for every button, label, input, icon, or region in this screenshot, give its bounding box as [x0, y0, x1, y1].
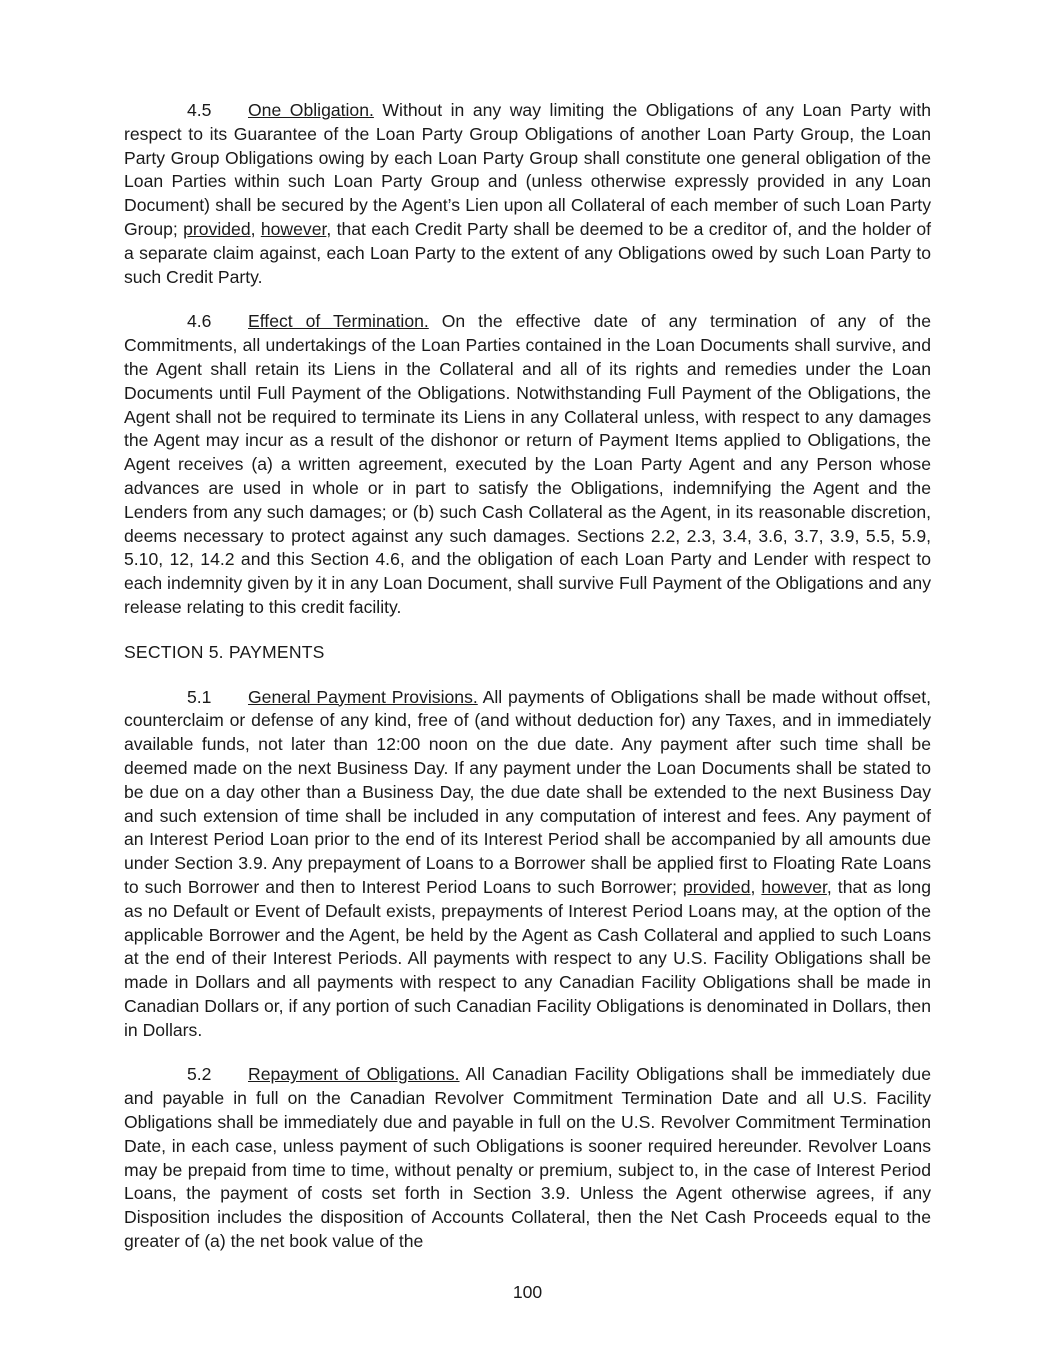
section-text-continued: , that as long as no Default or Event of Default exists, prepayments of Interest Period Loans may, at the option of the applicable Borrower and the Agent, be held by the Agent as Cash Collateral and applied to such Loans at the end of their Interest Periods. All payments with respect to any U.S. Facility Obligations shall be made in Dollars and all payments with respect to any Canadian Facility Obligations shall be made in Canadian Dollars or, if any portion of such Canadian Facility Obligations is denominated in Dollars, then in Dollars.	[124, 876, 931, 1040]
section-5-2	[124, 1063, 931, 1253]
section-number: 5.1	[187, 686, 212, 707]
document-page	[124, 99, 931, 1275]
separator-text: ,	[750, 876, 762, 897]
section-5-heading: SECTION 5. PAYMENTS	[124, 641, 325, 662]
section-text: All payments of Obligations shall be made without offset, counterclaim or defense of any kind, free of (and without deduction for) any Taxes, and in immediately available funds, not later than 12:00 noon on the due date. Any payment after such time shall be deemed made on the next Business Day. If any payment under the Loan Documents shall be stated to be due on a day other than a Business Day, the due date shall be extended to the next Business Day and such extension of time shall be included in any computation of interest and fees. Any payment of an Interest Period Loan prior to the end of its Interest Period shall be accompanied by all amounts due under Section 3.9. Any prepayment of Loans to a Borrower shall be applied first to Floating Rate Loans to such Borrower and then to Interest Period Loans to such Borrower;	[124, 686, 932, 897]
section-title: Repayment of Obligations.	[248, 1064, 460, 1085]
section-number: 4.5	[187, 100, 212, 120]
however-term: however	[761, 876, 827, 897]
section-text-continued: , that each Credit Party shall be deemed to be a creditor of, and the holder of a separate claim against, each Loan Party to the extent of any Obligations owed by such Loan Party to such Credit Party.	[124, 218, 931, 287]
section-title: General Payment Provisions.	[248, 686, 478, 707]
provided-term: provided	[683, 876, 751, 897]
section-4-6	[124, 310, 931, 619]
section-title: One Obligation.	[248, 100, 374, 120]
section-number: 5.2	[187, 1064, 212, 1085]
section-text: Without in any way limiting the Obligations of any Loan Party with respect to its Guarantee of the Loan Party Group Obligations of another Loan Party Group, the Loan Party Group Obligations owing by each Loan Party Group shall constitute one general obligation of the Loan Parties within such Loan Party Group and (unless otherwise expressly provided in any Loan Document) shall be secured by the Agent’s Lien upon all Collateral of each member of such Loan Party Group;	[124, 100, 931, 239]
separator-text: ,	[250, 218, 261, 239]
section-text: On the effective date of any termination of any of the Commitments, all undertakings of the Loan Parties contained in the Loan Documents shall survive, and the Agent shall retain its Liens in the Collateral and all of its rights and remedies under the Loan Documents until Full Payment of the Obligations. Notwithstanding Full Payment of the Obligations, the Agent shall not be required to terminate its Liens in any Collateral unless, with respect to any damages the Agent may incur as a result of the dishonor or return of Payment Items applied to Obligations, the Agent receives (a) a written agreement, executed by the Loan Party Agent and any Person whose advances are used in whole or in part to satisfy the Obligations, indemnifying the Agent and the Lenders from any such damages; or (b) such Cash Collateral as the Agent, in its reasonable discretion, deems necessary to protect against any such damages. Sections 2.2, 2.3, 3.4, 3.6, 3.7, 3.9, 5.5, 5.9, 5.10, 12, 14.2 and this Section 4.6, and the obligation of each Loan Party and Lender with respect to each indemnity given by it in any Loan Document, shall survive Full Payment of the Obligations and any release relating to this credit facility.	[124, 311, 931, 617]
section-title: Effect of Termination.	[248, 311, 429, 332]
section-number: 4.6	[187, 311, 212, 332]
however-term: however	[260, 218, 327, 239]
provided-term: provided	[183, 218, 251, 239]
section-text: All Canadian Facility Obligations shall be immediately due and payable in full on the Canadian Revolver Commitment Termination Date and all U.S. Facility Obligations shall be immediately due and payable in full on the U.S. Revolver Commitment Termination Date, in each case, unless payment of such Obligations is sooner required hereunder. Revolver Loans may be prepaid from time to time, without penalty or premium, subject to, in the case of Interest Period Loans, the payment of costs set forth in Section 3.9. Unless the Agent otherwise agrees, if any Disposition includes the disposition of Accounts Collateral, then the Net Cash Proceeds equal to the greater of (a) the net book value of the	[124, 1064, 931, 1252]
section-4-5	[124, 99, 931, 289]
section-5-1	[124, 686, 931, 1043]
page-number: 100	[512, 1282, 543, 1302]
